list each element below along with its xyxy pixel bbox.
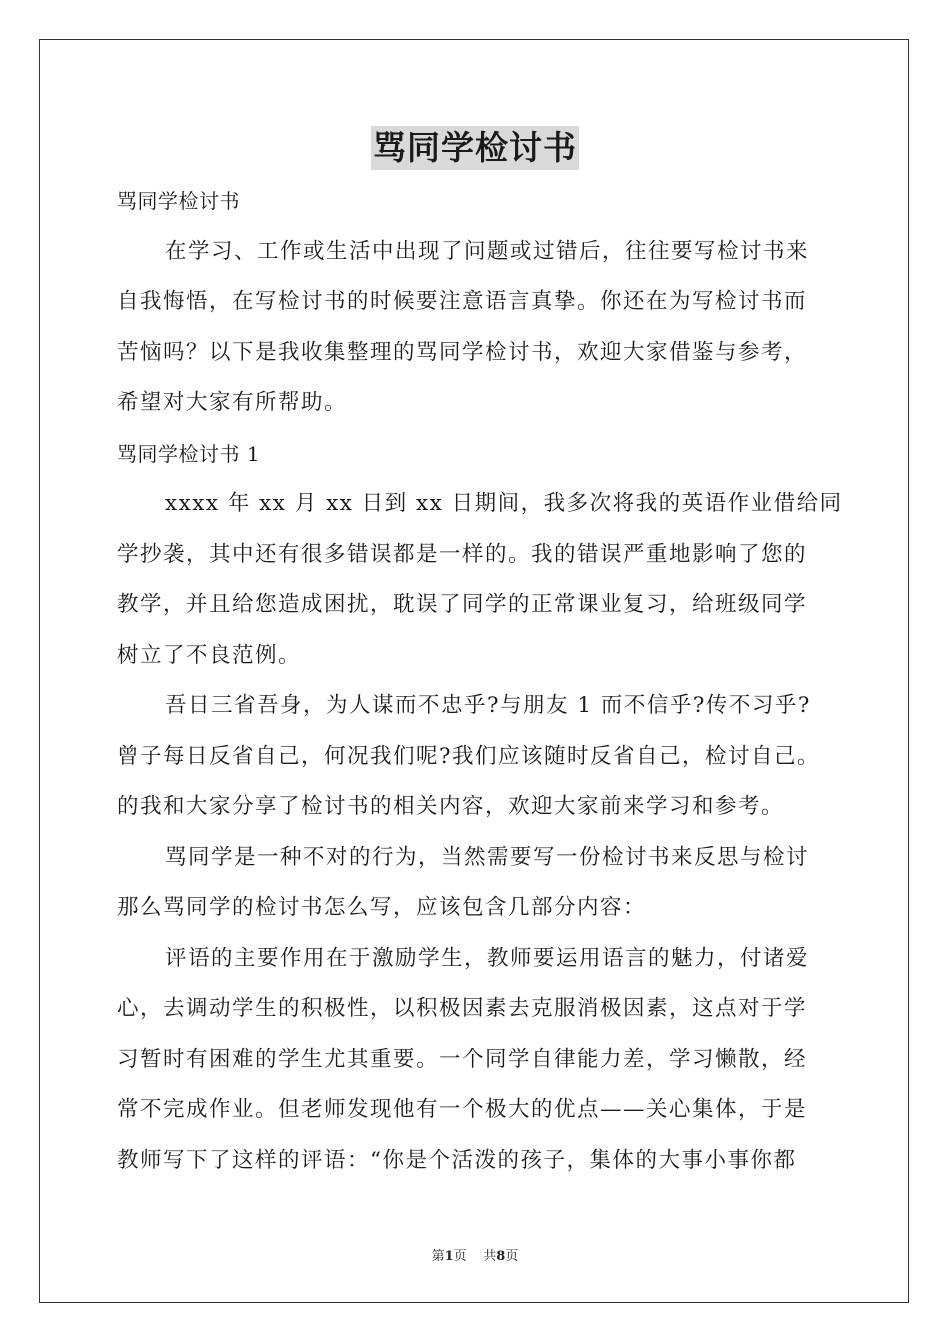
text-line: 骂同学是一种不对的行为，当然需要写一份检讨书来反思与检讨 — [165, 844, 810, 870]
section-heading: 骂同学检讨书 — [117, 189, 240, 213]
text-line: 苦恼吗？以下是我收集整理的骂同学检讨书，欢迎大家借鉴与参考， — [117, 339, 808, 365]
text-line: 教师写下了这样的评语：“你是个活泼的孩子，集体的大事小事你都 — [117, 1147, 797, 1173]
text-line: 教学，并且给您造成困扰，耽误了同学的正常课业复习，给班级同学 — [117, 592, 808, 617]
total-suffix: 页 — [505, 1249, 519, 1264]
text-line: 树立了不良范例。 — [117, 642, 302, 668]
text-line: 自我悔悟，在写检讨书的时候要注意语言真挚。你还在为写检讨书而 — [117, 289, 808, 314]
page-prefix: 第 — [431, 1249, 445, 1264]
text-line: 在学习、工作或生活中出现了问题或过错后，往往要写检讨书来 — [165, 238, 810, 264]
text-line: 曾子每日反省自己，何况我们呢?我们应该随时反省自己，检讨自己。 — [117, 743, 821, 769]
text-line: 那么骂同学的检讨书怎么写，应该包含几部分内容： — [117, 895, 647, 920]
total-pages: 8 — [496, 1249, 506, 1264]
text-line: 的我和大家分享了检讨书的相关内容，欢迎大家前来学习和参考。 — [117, 794, 785, 819]
document-title: 骂同学检讨书 — [371, 126, 579, 170]
title-area — [0, 126, 950, 170]
total-prefix: 共 — [483, 1249, 497, 1264]
text-line: 习暂时有困难的学生尤其重要。一个同学自律能力差，学习懒散，经 — [117, 1046, 808, 1072]
text-line: 吾日三省吾身，为人谋而不忠乎?与朋友 1 而不信乎?传不习乎? — [165, 693, 811, 718]
page-footer — [0, 1248, 950, 1266]
text-line: 心，去调动学生的积极性，以积极因素去克服消极因素，这点对于学 — [117, 996, 808, 1021]
page-number: 1 — [444, 1249, 454, 1264]
text-line: 常不完成作业。但老师发现他有一个极大的优点——关心集体，于是 — [117, 1097, 808, 1122]
text-line: 希望对大家有所帮助。 — [117, 390, 348, 415]
document-body — [117, 176, 843, 1186]
text-line: xxxx 年 xx 月 xx 日到 xx 日期间，我多次将我的英语作业借给同 — [165, 491, 843, 516]
section-heading: 骂同学检讨书 1 — [117, 441, 261, 466]
text-line: 学抄袭，其中还有很多错误都是一样的。我的错误严重地影响了您的 — [117, 541, 808, 567]
text-line: 评语的主要作用在于激励学生，教师要运用语言的魅力，付诸爱 — [165, 945, 810, 971]
page-suffix: 页 — [453, 1249, 467, 1264]
